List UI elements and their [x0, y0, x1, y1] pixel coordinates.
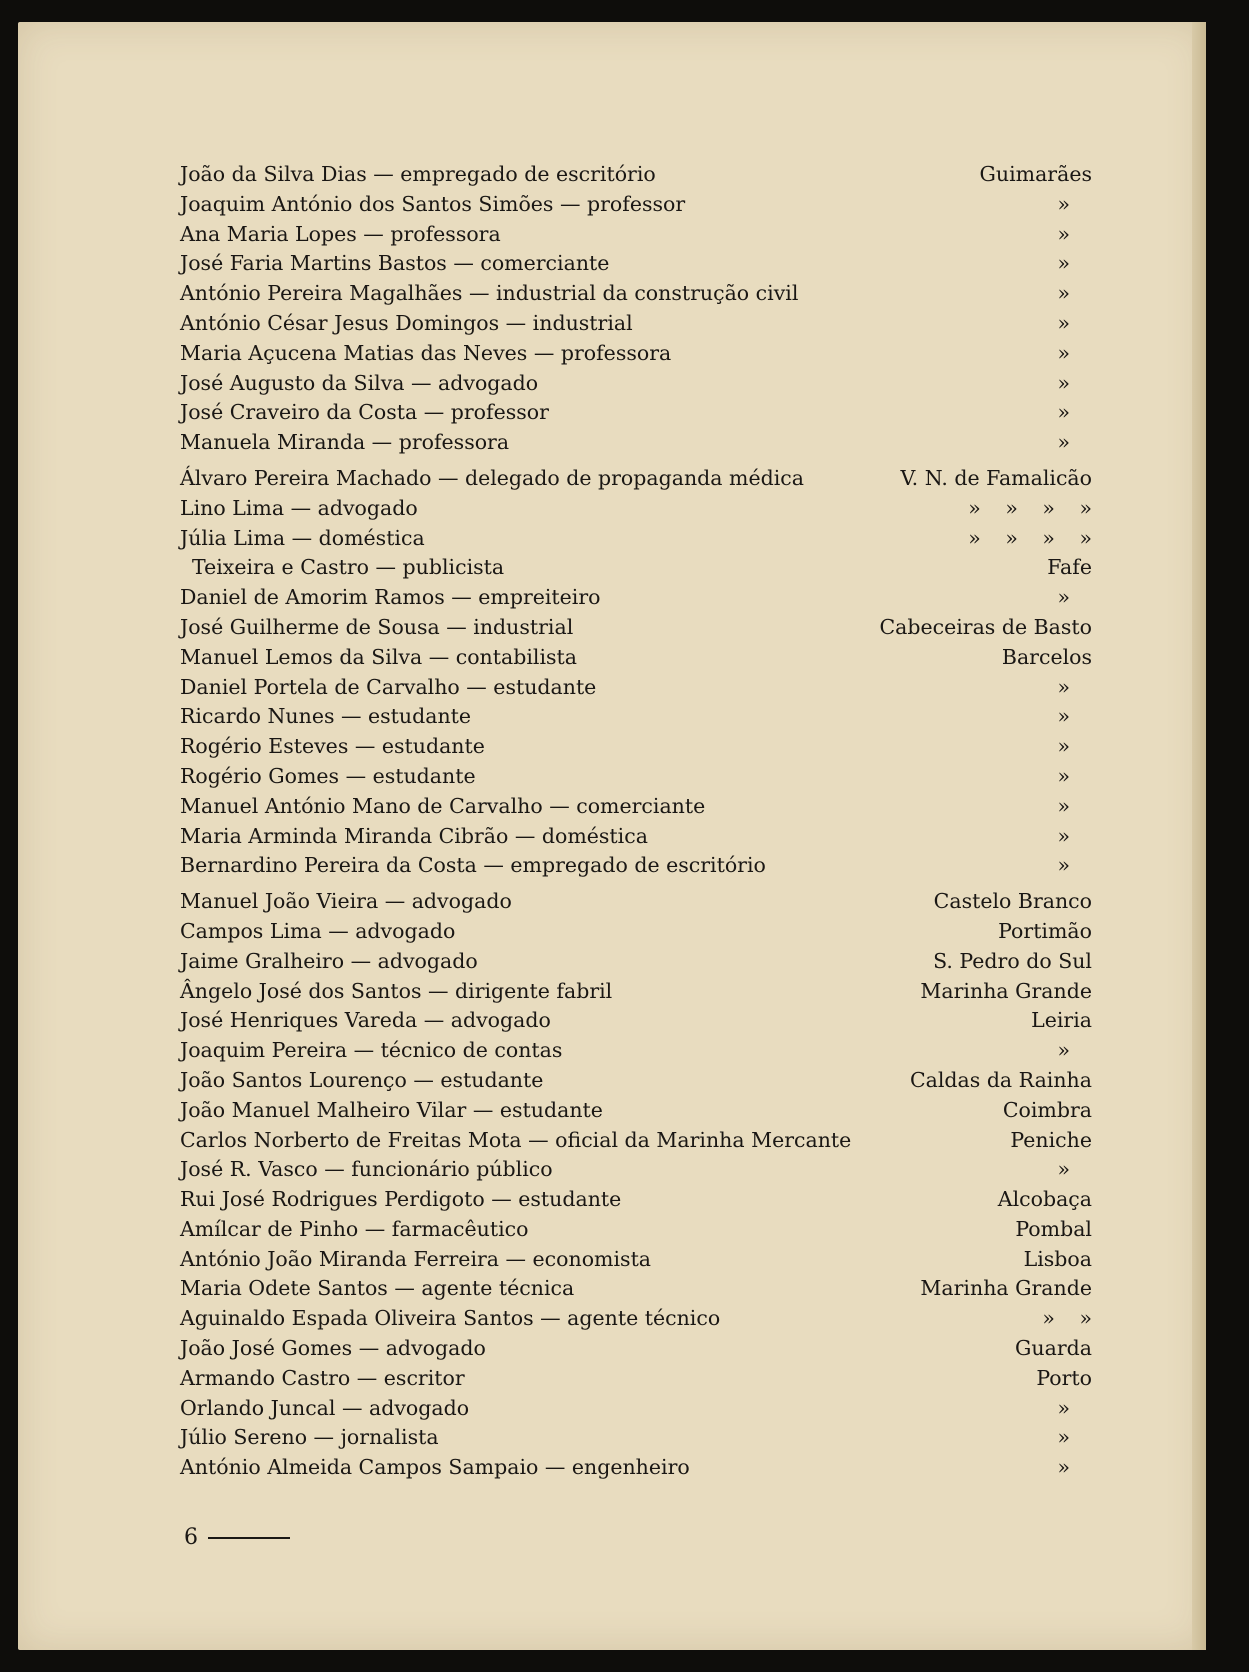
entry-location: »: [1057, 1157, 1070, 1182]
entry-location: Peniche: [1010, 1127, 1092, 1152]
list-item: [180, 1126, 1092, 1156]
entry-location: »: [1057, 370, 1070, 395]
entry-name: Daniel Portela de Carvalho — estudante: [180, 674, 597, 699]
page-number: 6: [184, 1525, 198, 1550]
entry-location: »: [1057, 310, 1070, 335]
entry-name: Manuel João Vieira — advogado: [180, 889, 512, 914]
document-page: [18, 22, 1206, 1650]
entry-name: Rogério Gomes — estudante: [180, 763, 476, 788]
entry-name: José Guilherme de Sousa — industrial: [180, 614, 574, 639]
list-item: [180, 1036, 1092, 1066]
entry-name: Manuel António Mano de Carvalho — comerciante: [180, 793, 706, 818]
entry-name: Maria Açucena Matias das Neves — professora: [180, 340, 672, 365]
list-item: [180, 583, 1092, 613]
entry-name: Júlia Lima — doméstica: [180, 525, 425, 550]
entry-name: Carlos Norberto de Freitas Mota — oficial da Marinha Mercante: [180, 1127, 852, 1152]
entry-name: Lino Lima — advogado: [180, 495, 418, 520]
entry-location: Portimão: [998, 918, 1092, 943]
entry-name: Ângelo José dos Santos — dirigente fabril: [180, 978, 613, 1003]
list-item: [180, 947, 1092, 977]
entry-name: Manuel Lemos da Silva — contabilista: [180, 644, 577, 669]
list-item: [180, 1215, 1092, 1245]
entry-name: Daniel de Amorim Ramos — empreiteiro: [180, 585, 601, 610]
list-item: [180, 1006, 1092, 1036]
entry-name: Rui José Rodrigues Perdigoto — estudante: [180, 1187, 622, 1212]
list-item: [180, 1274, 1092, 1304]
list-item: [180, 524, 1092, 554]
list-item: [180, 1334, 1092, 1364]
entry-location: »: [1057, 853, 1070, 878]
entry-location: »: [1057, 763, 1070, 788]
list-item: [180, 249, 1092, 279]
list-item: [180, 494, 1092, 524]
entry-name: José R. Vasco — funcionário público: [180, 1157, 553, 1182]
entry-location: »: [1057, 191, 1070, 216]
entry-name: António João Miranda Ferreira — economista: [180, 1246, 652, 1271]
list-item: [180, 398, 1092, 428]
entry-location: »: [1057, 1038, 1070, 1063]
entry-name: Jaime Gralheiro — advogado: [180, 948, 478, 973]
entry-location: Guarda: [1015, 1336, 1092, 1361]
entry-name: Maria Odete Santos — agente técnica: [180, 1276, 575, 1301]
list-item: [180, 309, 1092, 339]
entry-name: Maria Arminda Miranda Cibrão — doméstica: [180, 823, 648, 848]
entry-location: S. Pedro do Sul: [933, 948, 1092, 973]
entry-location: Marinha Grande: [920, 978, 1092, 1003]
signatory-list: [180, 160, 1092, 1483]
page-fold-edge: [1192, 22, 1206, 1650]
list-item: [180, 1096, 1092, 1126]
entry-location: »: [1057, 704, 1070, 729]
list-item: [180, 1394, 1092, 1424]
entry-name: Orlando Juncal — advogado: [180, 1395, 470, 1420]
list-item: [180, 673, 1092, 703]
list-item: [180, 1423, 1092, 1453]
list-item: [180, 464, 1092, 494]
entry-name: Bernardino Pereira da Costa — empregado de escritório: [180, 853, 766, 878]
entry-name: Ricardo Nunes — estudante: [180, 704, 472, 729]
entry-name: Armando Castro — escritor: [180, 1365, 465, 1390]
list-item: [180, 977, 1092, 1007]
list-item: [180, 613, 1092, 643]
list-item: [180, 1155, 1092, 1185]
entry-location: Guimarães: [979, 162, 1092, 186]
list-item: [180, 1245, 1092, 1275]
entry-name: José Faria Martins Bastos — comerciante: [180, 251, 610, 276]
entry-name: Aguinaldo Espada Oliveira Santos — agente técnico: [180, 1306, 721, 1331]
entry-location: Barcelos: [1001, 644, 1092, 669]
list-item: [180, 762, 1092, 792]
entry-location: » »: [1042, 1306, 1092, 1331]
entry-location: Castelo Branco: [933, 889, 1092, 914]
list-item: [180, 822, 1092, 852]
entry-name: João Santos Lourenço — estudante: [180, 1067, 544, 1092]
list-item: [180, 1066, 1092, 1096]
entry-location: » » » »: [968, 525, 1092, 550]
entry-name: Rogério Esteves — estudante: [180, 734, 485, 759]
entry-location: »: [1057, 281, 1070, 306]
list-item: [180, 1453, 1092, 1483]
list-item: [180, 190, 1092, 220]
entry-location: Caldas da Rainha: [909, 1067, 1092, 1092]
entry-location: »: [1057, 340, 1070, 365]
list-item: [180, 1304, 1092, 1334]
entry-location: Porto: [1036, 1365, 1092, 1390]
entry-location: Lisboa: [1023, 1246, 1092, 1271]
page-footer: [184, 1525, 290, 1550]
list-item: [180, 1185, 1092, 1215]
entry-name: Álvaro Pereira Machado — delegado de propaganda médica: [180, 465, 804, 490]
entry-location: Alcobaça: [997, 1187, 1092, 1212]
entry-location: Coimbra: [1002, 1097, 1092, 1122]
entry-name: Ana Maria Lopes — professora: [180, 221, 501, 246]
list-item: [180, 339, 1092, 369]
list-item: [180, 1364, 1092, 1394]
footer-rule: [208, 1537, 290, 1539]
list-item: [180, 428, 1092, 458]
entry-name: José Augusto da Silva — advogado: [180, 370, 539, 395]
entry-location: Pombal: [1015, 1216, 1092, 1241]
entry-location: »: [1057, 1425, 1070, 1450]
list-item: [180, 917, 1092, 947]
entry-name: Joaquim António dos Santos Simões — professor: [180, 191, 686, 216]
entry-location: V. N. de Famalicão: [900, 465, 1092, 490]
entry-name: Júlio Sereno — jornalista: [180, 1425, 439, 1450]
list-item: [180, 369, 1092, 399]
entry-location: »: [1057, 1395, 1070, 1420]
entry-name: João Manuel Malheiro Vilar — estudante: [180, 1097, 603, 1122]
entry-location: »: [1057, 221, 1070, 246]
entry-location: Leiria: [1031, 1008, 1092, 1033]
entry-location: » » » »: [968, 495, 1092, 520]
entry-location: »: [1057, 1455, 1070, 1480]
entry-name: Teixeira e Castro — publicista: [192, 555, 505, 580]
list-item: [180, 887, 1092, 917]
entry-name: António Almeida Campos Sampaio — engenheiro: [180, 1455, 690, 1480]
list-item: [180, 732, 1092, 762]
entry-location: »: [1057, 430, 1070, 455]
entry-location: Marinha Grande: [920, 1276, 1092, 1301]
list-item: [180, 279, 1092, 309]
entry-location: Cabeceiras de Basto: [879, 614, 1092, 639]
entry-name: José Henriques Vareda — advogado: [180, 1008, 551, 1033]
entry-location: »: [1057, 793, 1070, 818]
list-item: [180, 220, 1092, 250]
entry-name: António César Jesus Domingos — industrial: [180, 310, 633, 335]
list-item: [180, 702, 1092, 732]
entry-name: João da Silva Dias — empregado de escritório: [180, 162, 656, 186]
entry-location: »: [1057, 734, 1070, 759]
entry-location: »: [1057, 251, 1070, 276]
entry-name: José Craveiro da Costa — professor: [180, 400, 549, 425]
list-item: [180, 792, 1092, 822]
list-item: [180, 851, 1092, 881]
entry-name: António Pereira Magalhães — industrial da construção civil: [180, 281, 799, 306]
list-item: [180, 643, 1092, 673]
entry-location: Fafe: [1047, 555, 1092, 580]
entry-name: Amílcar de Pinho — farmacêutico: [180, 1216, 529, 1241]
entry-location: »: [1057, 400, 1070, 425]
entry-name: Joaquim Pereira — técnico de contas: [180, 1038, 563, 1063]
entry-location: »: [1057, 823, 1070, 848]
entry-name: Campos Lima — advogado: [180, 918, 456, 943]
list-item: [180, 553, 1092, 583]
entry-location: »: [1057, 674, 1070, 699]
entry-name: Manuela Miranda — professora: [180, 430, 510, 455]
entry-location: »: [1057, 585, 1070, 610]
entry-name: João José Gomes — advogado: [180, 1336, 486, 1361]
list-item: [180, 160, 1092, 190]
